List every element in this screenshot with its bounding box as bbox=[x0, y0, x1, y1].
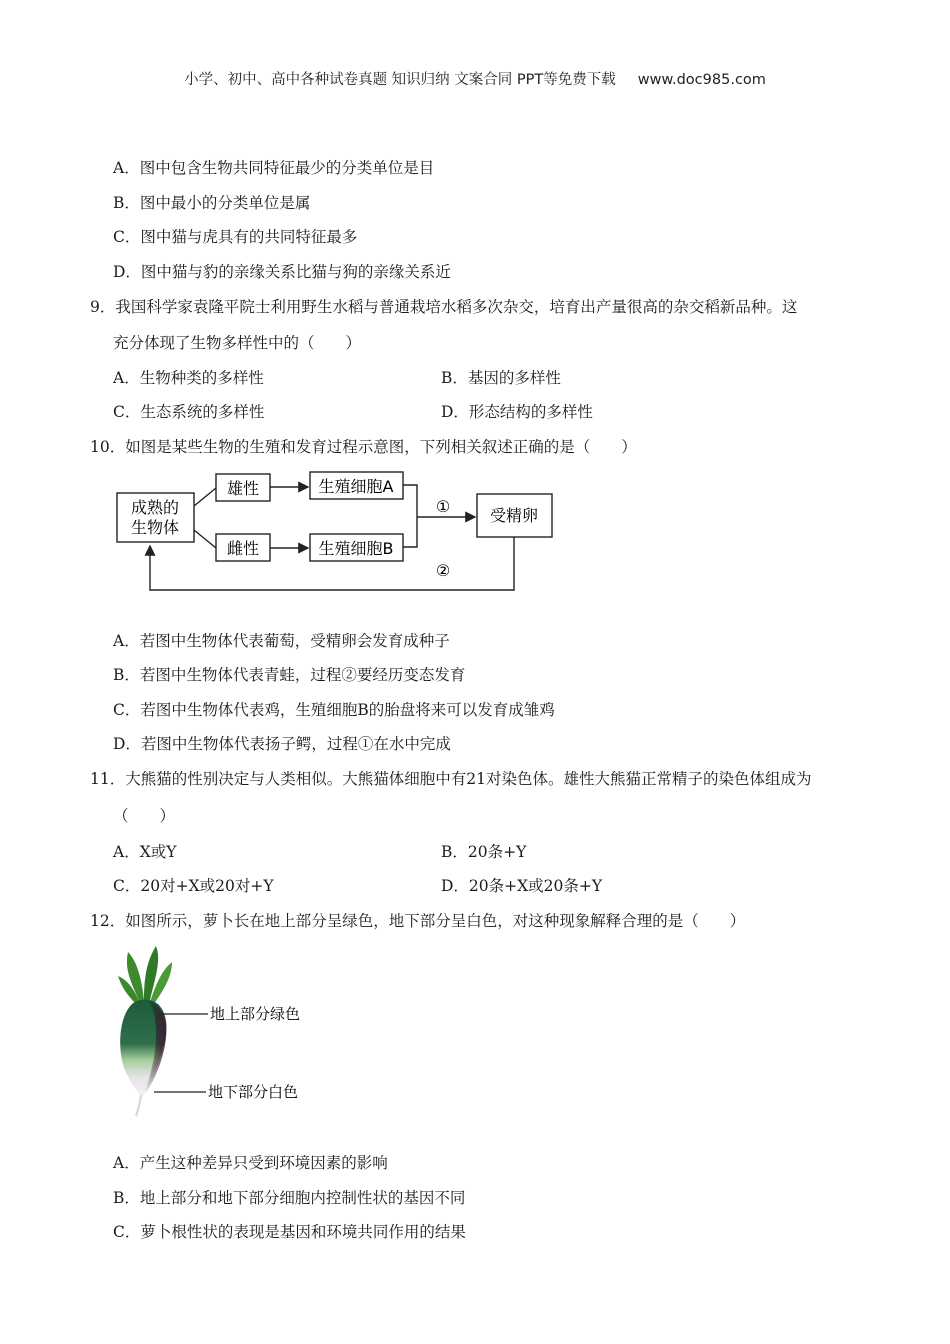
q9-option-a: A．生物种类的多样性 bbox=[113, 369, 264, 387]
q9-stem-line2: 充分体现了生物多样性中的（ ） bbox=[113, 334, 362, 352]
q11-option-a: A．X或Y bbox=[113, 843, 177, 861]
process-2-label: ② bbox=[435, 561, 451, 580]
organism-label-line1: 成熟的 bbox=[130, 498, 180, 517]
q10-option-a: A．若图中生物体代表葡萄，受精卵会发育成种子 bbox=[113, 632, 450, 650]
gamete-a-label: 生殖细胞A bbox=[318, 477, 394, 496]
process-1-label: ① bbox=[435, 497, 451, 516]
q11-option-c: C．20对+X或20对+Y bbox=[113, 877, 274, 895]
q10-stem: 10．如图是某些生物的生殖和发育过程示意图，下列相关叙述正确的是（ ） bbox=[90, 438, 637, 456]
q10-option-d: D．若图中生物体代表扬子鳄，过程①在水中完成 bbox=[113, 735, 451, 753]
q9-stem-line1: 9．我国科学家袁隆平院士利用野生水稻与普通栽培水稻多次杂交，培育出产量很高的杂交稻新品种。这 bbox=[90, 298, 798, 316]
q10-option-b: B．若图中生物体代表青蛙，过程②要经历变态发育 bbox=[113, 666, 466, 684]
header-url: www.doc985.com bbox=[637, 72, 766, 88]
organism-label-line2: 生物体 bbox=[130, 518, 180, 537]
q9-option-b: B．基因的多样性 bbox=[441, 369, 561, 387]
q11-stem-line2: （ ） bbox=[113, 807, 176, 825]
fertilization-bracket bbox=[403, 485, 417, 547]
q12-stem: 12．如图所示，萝卜长在地上部分呈绿色，地下部分呈白色，对这种现象解释合理的是（ ） bbox=[90, 912, 746, 930]
q11-option-b: B．20条+Y bbox=[441, 843, 527, 861]
page-header bbox=[0, 68, 950, 89]
male-label: 雄性 bbox=[226, 479, 260, 498]
radish-figure bbox=[110, 940, 330, 1120]
q9-option-d: D．形态结构的多样性 bbox=[441, 403, 593, 421]
q12-option-c: C．萝卜根性状的表现是基因和环境共同作用的结果 bbox=[113, 1223, 466, 1241]
q12-option-b: B．地上部分和地下部分细胞内控制性状的基因不同 bbox=[113, 1189, 466, 1207]
q9-option-c: C．生态系统的多样性 bbox=[113, 403, 265, 421]
label-above-ground: 地上部分绿色 bbox=[210, 1005, 301, 1023]
reproduction-diagram bbox=[110, 462, 570, 597]
q8-option-d: D．图中猫与豹的亲缘关系比猫与狗的亲缘关系近 bbox=[113, 263, 451, 281]
radish-taproot bbox=[136, 1095, 141, 1116]
header-text: 小学、初中、高中各种试卷真题 知识归纳 文案合同 PPT等免费下载 bbox=[184, 72, 616, 88]
q8-option-c: C．图中猫与虎具有的共同特征最多 bbox=[113, 228, 358, 246]
female-label: 雌性 bbox=[226, 539, 260, 558]
gamete-b-label: 生殖细胞B bbox=[318, 539, 394, 558]
q12-option-a: A．产生这种差异只受到环境因素的影响 bbox=[113, 1154, 388, 1172]
zygote-label: 受精卵 bbox=[489, 506, 539, 525]
radish-leaves bbox=[118, 946, 172, 1004]
q10-option-c: C．若图中生物体代表鸡，生殖细胞B的胎盘将来可以发育成雏鸡 bbox=[113, 701, 555, 719]
q11-option-d: D．20条+X或20条+Y bbox=[441, 877, 603, 895]
label-below-ground: 地下部分白色 bbox=[208, 1083, 299, 1101]
q8-option-a: A．图中包含生物共同特征最少的分类单位是目 bbox=[113, 159, 435, 177]
q8-option-b: B．图中最小的分类单位是属 bbox=[113, 194, 311, 212]
q11-stem-line1: 11．大熊猫的性别决定与人类相似。大熊猫体细胞中有21对染色体。雄性大熊猫正常精子的染色体组成为 bbox=[90, 770, 812, 788]
